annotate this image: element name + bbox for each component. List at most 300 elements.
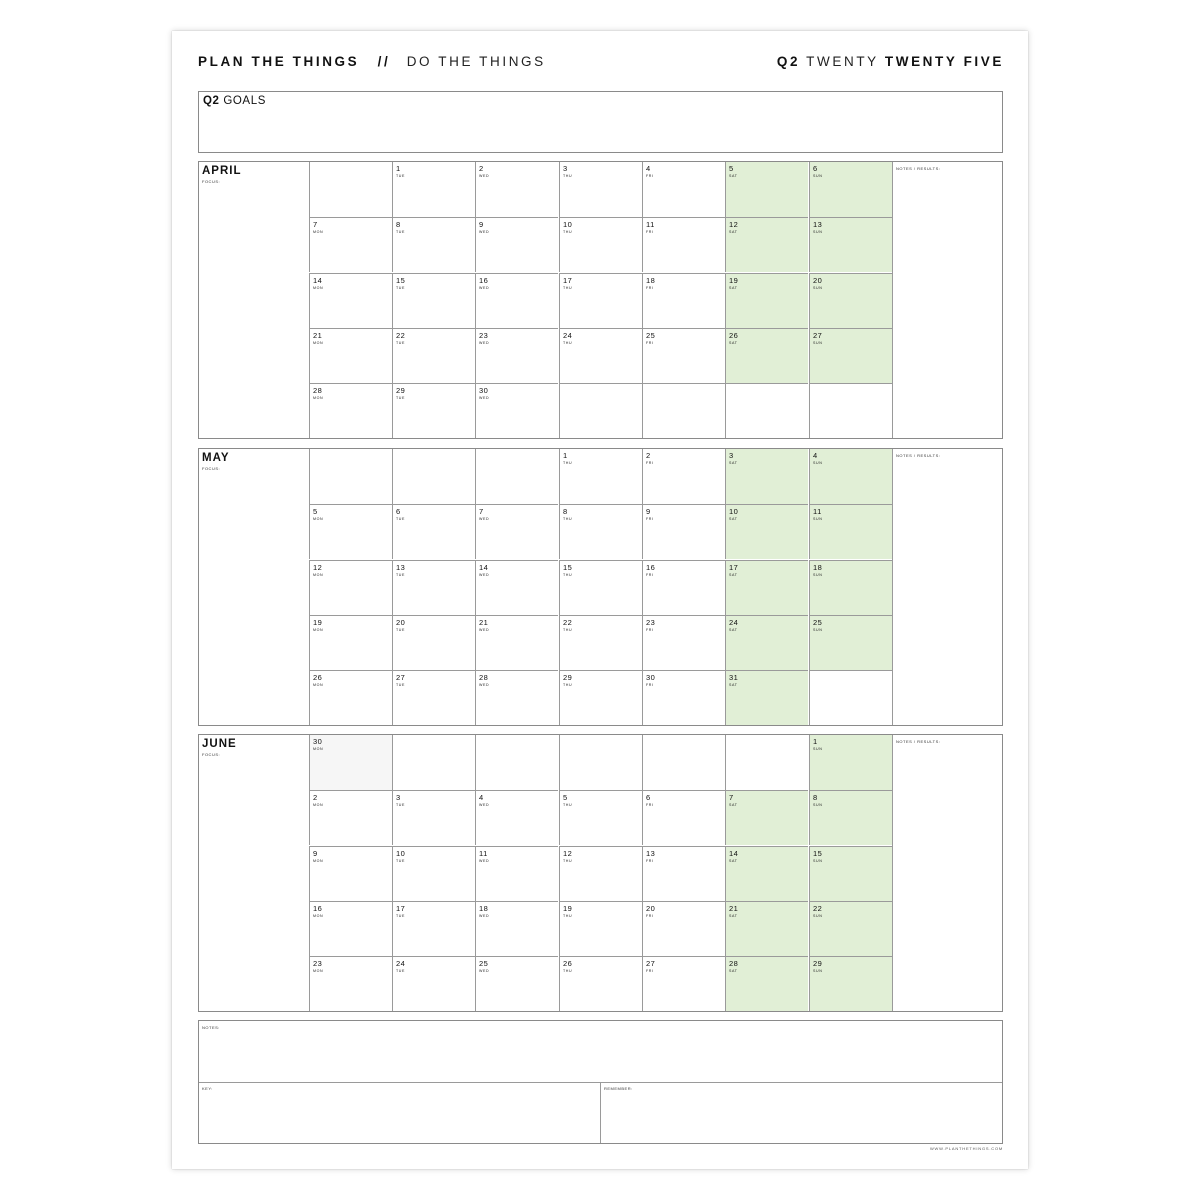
day-number: 10	[729, 507, 739, 516]
month-name: APRIL	[202, 165, 242, 177]
day-number: 19	[729, 276, 739, 285]
day-number: 13	[396, 563, 406, 572]
notes-results-label: NOTES / RESULTS:	[896, 166, 941, 171]
notes-results-label: NOTES / RESULTS:	[896, 739, 941, 744]
day-cell[interactable]	[392, 956, 475, 1011]
day-of-week: SUN	[813, 341, 823, 345]
day-cell[interactable]	[725, 901, 808, 956]
day-of-week: TUE	[396, 286, 405, 290]
day-of-week: FRI	[646, 969, 654, 973]
day-of-week: WED	[479, 803, 490, 807]
day-cell[interactable]	[475, 504, 558, 559]
day-number: 21	[479, 618, 489, 627]
day-number: 10	[396, 849, 406, 858]
goals-box[interactable]	[198, 91, 1003, 153]
day-cell[interactable]	[725, 735, 808, 790]
day-number: 11	[646, 220, 655, 229]
day-cell[interactable]	[309, 956, 392, 1011]
day-cell[interactable]	[642, 328, 725, 383]
day-cell[interactable]	[475, 735, 558, 790]
day-of-week: MON	[313, 803, 324, 807]
day-cell[interactable]	[559, 901, 642, 956]
day-cell[interactable]	[392, 273, 475, 328]
day-of-week: THU	[563, 859, 573, 863]
page-header	[198, 52, 1004, 72]
day-of-week: MON	[313, 747, 324, 751]
day-of-week: WED	[479, 683, 490, 687]
day-of-week: TUE	[396, 628, 405, 632]
day-number: 18	[813, 563, 823, 572]
day-of-week: FRI	[646, 803, 654, 807]
day-cell[interactable]	[309, 790, 392, 845]
day-number: 30	[479, 386, 489, 395]
day-of-week: THU	[563, 286, 573, 290]
day-cell[interactable]	[392, 901, 475, 956]
day-of-week: THU	[563, 517, 573, 521]
day-cell[interactable]	[475, 217, 558, 272]
day-of-week: THU	[563, 230, 573, 234]
day-cell[interactable]	[392, 790, 475, 845]
day-of-week: SUN	[813, 230, 823, 234]
day-number: 23	[313, 959, 323, 968]
day-of-week: SUN	[813, 747, 823, 751]
day-number: 29	[563, 673, 573, 682]
day-of-week: FRI	[646, 230, 654, 234]
day-of-week: THU	[563, 628, 573, 632]
day-number: 12	[563, 849, 573, 858]
day-number: 5	[313, 507, 318, 516]
day-of-week: SUN	[813, 174, 823, 178]
day-cell[interactable]	[309, 560, 392, 615]
day-of-week: TUE	[396, 914, 405, 918]
day-of-week: SAT	[729, 859, 738, 863]
day-number: 22	[563, 618, 573, 627]
day-cell[interactable]	[559, 670, 642, 725]
day-of-week: FRI	[646, 517, 654, 521]
day-cell[interactable]	[392, 162, 475, 217]
day-of-week: WED	[479, 628, 490, 632]
day-cell[interactable]	[559, 449, 642, 504]
day-of-week: SAT	[729, 230, 738, 234]
day-cell[interactable]	[642, 449, 725, 504]
day-cell[interactable]	[559, 615, 642, 670]
day-number: 13	[813, 220, 823, 229]
focus-label: FOCUS:	[202, 466, 221, 471]
header-right	[777, 52, 1004, 72]
day-number: 22	[396, 331, 406, 340]
day-number: 2	[479, 164, 484, 173]
day-cell[interactable]	[725, 383, 808, 438]
day-cell[interactable]	[559, 217, 642, 272]
day-cell[interactable]	[475, 328, 558, 383]
day-number: 22	[813, 904, 823, 913]
day-cell[interactable]	[475, 273, 558, 328]
day-number: 20	[646, 904, 656, 913]
day-cell[interactable]	[475, 615, 558, 670]
day-number: 5	[563, 793, 568, 802]
day-number: 31	[729, 673, 739, 682]
day-number: 7	[479, 507, 484, 516]
day-of-week: SAT	[729, 628, 738, 632]
day-cell[interactable]	[642, 615, 725, 670]
day-cell[interactable]	[642, 901, 725, 956]
day-cell[interactable]	[309, 615, 392, 670]
day-number: 9	[313, 849, 318, 858]
day-cell[interactable]	[309, 383, 392, 438]
day-cell[interactable]	[809, 383, 892, 438]
day-cell[interactable]	[309, 846, 392, 901]
day-of-week: SAT	[729, 914, 738, 918]
day-of-week: MON	[313, 914, 324, 918]
day-number: 1	[396, 164, 401, 173]
month-name: JUNE	[202, 738, 237, 750]
day-number: 14	[729, 849, 739, 858]
quarter-label: Q2	[776, 54, 801, 69]
day-cell[interactable]	[725, 162, 808, 217]
day-of-week: WED	[479, 396, 490, 400]
day-cell[interactable]	[725, 956, 808, 1011]
day-of-week: WED	[479, 859, 490, 863]
day-cell[interactable]	[642, 217, 725, 272]
day-of-week: SUN	[813, 461, 823, 465]
day-number: 20	[396, 618, 406, 627]
day-number: 6	[646, 793, 651, 802]
day-of-week: MON	[313, 230, 324, 234]
notes-results-label: NOTES / RESULTS:	[896, 453, 941, 458]
grid-right-border	[892, 449, 893, 725]
day-number: 3	[729, 451, 734, 460]
day-of-week: MON	[313, 683, 324, 687]
day-number: 2	[313, 793, 318, 802]
day-number: 23	[479, 331, 489, 340]
day-of-week: FRI	[646, 286, 654, 290]
day-cell[interactable]	[392, 504, 475, 559]
day-number: 23	[646, 618, 656, 627]
focus-label: FOCUS:	[202, 179, 221, 184]
day-number: 24	[396, 959, 406, 968]
day-cell[interactable]	[725, 504, 808, 559]
day-cell[interactable]	[309, 504, 392, 559]
day-number: 1	[813, 737, 818, 746]
day-of-week: TUE	[396, 683, 405, 687]
day-cell[interactable]	[309, 162, 392, 217]
day-number: 13	[646, 849, 656, 858]
day-number: 24	[729, 618, 739, 627]
day-number: 1	[563, 451, 568, 460]
day-of-week: FRI	[646, 914, 654, 918]
notes-label: NOTES:	[202, 1025, 220, 1030]
day-number: 24	[563, 331, 573, 340]
brand-title: PLAN THE THINGS	[198, 54, 360, 69]
year-light: TWENTY	[806, 54, 879, 69]
day-of-week: WED	[479, 969, 490, 973]
day-cell[interactable]	[642, 735, 725, 790]
day-cell[interactable]	[309, 735, 392, 790]
day-cell[interactable]	[809, 735, 892, 790]
day-number: 19	[313, 618, 323, 627]
footer-url: WWW.PLANTHETHINGS.COM	[929, 1146, 1003, 1151]
day-cell[interactable]	[559, 735, 642, 790]
day-of-week: WED	[479, 914, 490, 918]
day-number: 12	[313, 563, 323, 572]
day-number: 26	[563, 959, 573, 968]
day-cell[interactable]	[809, 504, 892, 559]
day-cell[interactable]	[475, 383, 558, 438]
calendar-grid	[309, 735, 892, 1011]
day-number: 12	[729, 220, 739, 229]
day-number: 16	[313, 904, 323, 913]
day-cell[interactable]	[642, 383, 725, 438]
day-of-week: SAT	[729, 573, 738, 577]
day-number: 27	[646, 959, 656, 968]
day-cell[interactable]	[809, 217, 892, 272]
day-cell[interactable]	[559, 383, 642, 438]
day-of-week: SAT	[729, 174, 738, 178]
goals-quarter: Q2	[203, 95, 220, 107]
day-cell[interactable]	[642, 273, 725, 328]
day-of-week: THU	[563, 341, 573, 345]
day-of-week: SUN	[813, 969, 823, 973]
day-cell[interactable]	[725, 846, 808, 901]
day-cell[interactable]	[475, 790, 558, 845]
day-of-week: MON	[313, 859, 324, 863]
day-of-week: FRI	[646, 683, 654, 687]
day-cell[interactable]	[725, 449, 808, 504]
day-cell[interactable]	[392, 560, 475, 615]
day-of-week: FRI	[646, 859, 654, 863]
day-of-week: SUN	[813, 803, 823, 807]
day-number: 4	[479, 793, 484, 802]
day-cell[interactable]	[642, 846, 725, 901]
day-of-week: SAT	[729, 683, 738, 687]
grid-right-border	[892, 162, 893, 438]
day-number: 4	[646, 164, 651, 173]
day-cell[interactable]	[475, 670, 558, 725]
remember-label: REMEMBER:	[604, 1086, 633, 1091]
day-number: 16	[646, 563, 656, 572]
day-cell[interactable]	[392, 735, 475, 790]
day-of-week: WED	[479, 286, 490, 290]
day-of-week: TUE	[396, 859, 405, 863]
day-cell[interactable]	[392, 615, 475, 670]
day-cell[interactable]	[725, 217, 808, 272]
day-number: 9	[479, 220, 484, 229]
day-of-week: THU	[563, 174, 573, 178]
day-cell[interactable]	[559, 273, 642, 328]
day-number: 14	[479, 563, 489, 572]
day-of-week: WED	[479, 230, 490, 234]
day-cell[interactable]	[559, 790, 642, 845]
day-cell[interactable]	[309, 217, 392, 272]
day-of-week: SUN	[813, 573, 823, 577]
day-number: 29	[396, 386, 406, 395]
day-number: 14	[313, 276, 323, 285]
day-number: 8	[563, 507, 568, 516]
day-number: 28	[479, 673, 489, 682]
day-number: 18	[646, 276, 656, 285]
day-of-week: MON	[313, 628, 324, 632]
day-cell[interactable]	[642, 670, 725, 725]
day-cell[interactable]	[392, 670, 475, 725]
day-cell[interactable]	[809, 560, 892, 615]
day-cell[interactable]	[642, 790, 725, 845]
day-cell[interactable]	[475, 956, 558, 1011]
day-of-week: TUE	[396, 396, 405, 400]
day-of-week: TUE	[396, 573, 405, 577]
day-cell[interactable]	[392, 328, 475, 383]
day-number: 20	[813, 276, 823, 285]
day-number: 9	[646, 507, 651, 516]
day-of-week: WED	[479, 517, 490, 521]
day-cell[interactable]	[725, 328, 808, 383]
day-cell[interactable]	[559, 504, 642, 559]
day-number: 29	[813, 959, 823, 968]
day-cell[interactable]	[392, 449, 475, 504]
day-cell[interactable]	[559, 560, 642, 615]
day-of-week: MON	[313, 573, 324, 577]
day-cell[interactable]	[642, 504, 725, 559]
day-of-week: SUN	[813, 517, 823, 521]
day-of-week: THU	[563, 969, 573, 973]
day-of-week: THU	[563, 914, 573, 918]
day-cell[interactable]	[309, 449, 392, 504]
day-number: 28	[313, 386, 323, 395]
day-of-week: FRI	[646, 461, 654, 465]
day-of-week: SUN	[813, 286, 823, 290]
day-number: 27	[813, 331, 823, 340]
day-of-week: SAT	[729, 517, 738, 521]
day-of-week: SUN	[813, 859, 823, 863]
day-of-week: MON	[313, 341, 324, 345]
goals-title	[203, 95, 266, 107]
day-number: 8	[813, 793, 818, 802]
day-of-week: TUE	[396, 969, 405, 973]
day-number: 25	[813, 618, 823, 627]
day-cell[interactable]	[475, 560, 558, 615]
day-number: 17	[563, 276, 573, 285]
day-number: 11	[479, 849, 488, 858]
day-number: 28	[729, 959, 739, 968]
day-of-week: FRI	[646, 573, 654, 577]
bottom-column-divider	[600, 1082, 601, 1143]
day-of-week: SAT	[729, 969, 738, 973]
day-number: 30	[313, 737, 323, 746]
day-of-week: FRI	[646, 341, 654, 345]
day-cell[interactable]	[809, 273, 892, 328]
day-of-week: SUN	[813, 628, 823, 632]
focus-label: FOCUS:	[202, 752, 221, 757]
day-number: 5	[729, 164, 734, 173]
day-of-week: MON	[313, 396, 324, 400]
year-bold: TWENTY FIVE	[884, 54, 1004, 69]
day-of-week: SUN	[813, 914, 823, 918]
day-cell[interactable]	[809, 615, 892, 670]
day-number: 25	[479, 959, 489, 968]
day-cell[interactable]	[392, 846, 475, 901]
day-of-week: WED	[479, 573, 490, 577]
day-cell[interactable]	[475, 162, 558, 217]
day-number: 16	[479, 276, 489, 285]
day-cell[interactable]	[392, 383, 475, 438]
day-cell[interactable]	[559, 328, 642, 383]
day-of-week: WED	[479, 341, 490, 345]
day-cell[interactable]	[475, 449, 558, 504]
day-number: 8	[396, 220, 401, 229]
day-cell[interactable]	[475, 901, 558, 956]
day-of-week: FRI	[646, 174, 654, 178]
day-cell[interactable]	[642, 162, 725, 217]
day-cell[interactable]	[309, 328, 392, 383]
day-cell[interactable]	[642, 956, 725, 1011]
day-of-week: TUE	[396, 341, 405, 345]
day-of-week: THU	[563, 683, 573, 687]
day-number: 2	[646, 451, 651, 460]
day-of-week: SAT	[729, 286, 738, 290]
day-cell[interactable]	[642, 560, 725, 615]
day-cell[interactable]	[559, 162, 642, 217]
day-number: 6	[396, 507, 401, 516]
day-number: 3	[396, 793, 401, 802]
day-cell[interactable]	[559, 956, 642, 1011]
month-panel-april	[198, 161, 1003, 439]
day-cell[interactable]	[725, 615, 808, 670]
day-cell[interactable]	[725, 670, 808, 725]
day-cell[interactable]	[725, 790, 808, 845]
day-cell[interactable]	[559, 846, 642, 901]
day-cell[interactable]	[725, 273, 808, 328]
day-number: 7	[729, 793, 734, 802]
day-number: 11	[813, 507, 822, 516]
day-cell[interactable]	[309, 901, 392, 956]
day-cell[interactable]	[725, 560, 808, 615]
day-of-week: FRI	[646, 628, 654, 632]
day-number: 17	[729, 563, 739, 572]
day-cell[interactable]	[309, 273, 392, 328]
grid-right-border	[892, 735, 893, 1011]
day-cell[interactable]	[809, 901, 892, 956]
day-number: 6	[813, 164, 818, 173]
day-number: 26	[313, 673, 323, 682]
day-of-week: WED	[479, 174, 490, 178]
day-cell[interactable]	[809, 449, 892, 504]
day-number: 3	[563, 164, 568, 173]
day-cell[interactable]	[809, 790, 892, 845]
day-cell[interactable]	[809, 956, 892, 1011]
day-cell[interactable]	[809, 162, 892, 217]
day-cell[interactable]	[809, 328, 892, 383]
day-number: 15	[563, 563, 573, 572]
day-of-week: THU	[563, 803, 573, 807]
day-of-week: SAT	[729, 461, 738, 465]
day-number: 21	[729, 904, 739, 913]
day-of-week: TUE	[396, 803, 405, 807]
day-cell[interactable]	[809, 670, 892, 725]
day-number: 30	[646, 673, 656, 682]
day-cell[interactable]	[309, 670, 392, 725]
day-number: 21	[313, 331, 323, 340]
day-cell[interactable]	[392, 217, 475, 272]
day-of-week: TUE	[396, 517, 405, 521]
header-left	[198, 52, 546, 72]
day-cell[interactable]	[475, 846, 558, 901]
day-number: 10	[563, 220, 573, 229]
day-number: 18	[479, 904, 489, 913]
day-number: 25	[646, 331, 656, 340]
day-cell[interactable]	[809, 846, 892, 901]
bottom-section	[198, 1020, 1003, 1144]
day-of-week: MON	[313, 517, 324, 521]
month-panel-may	[198, 448, 1003, 726]
